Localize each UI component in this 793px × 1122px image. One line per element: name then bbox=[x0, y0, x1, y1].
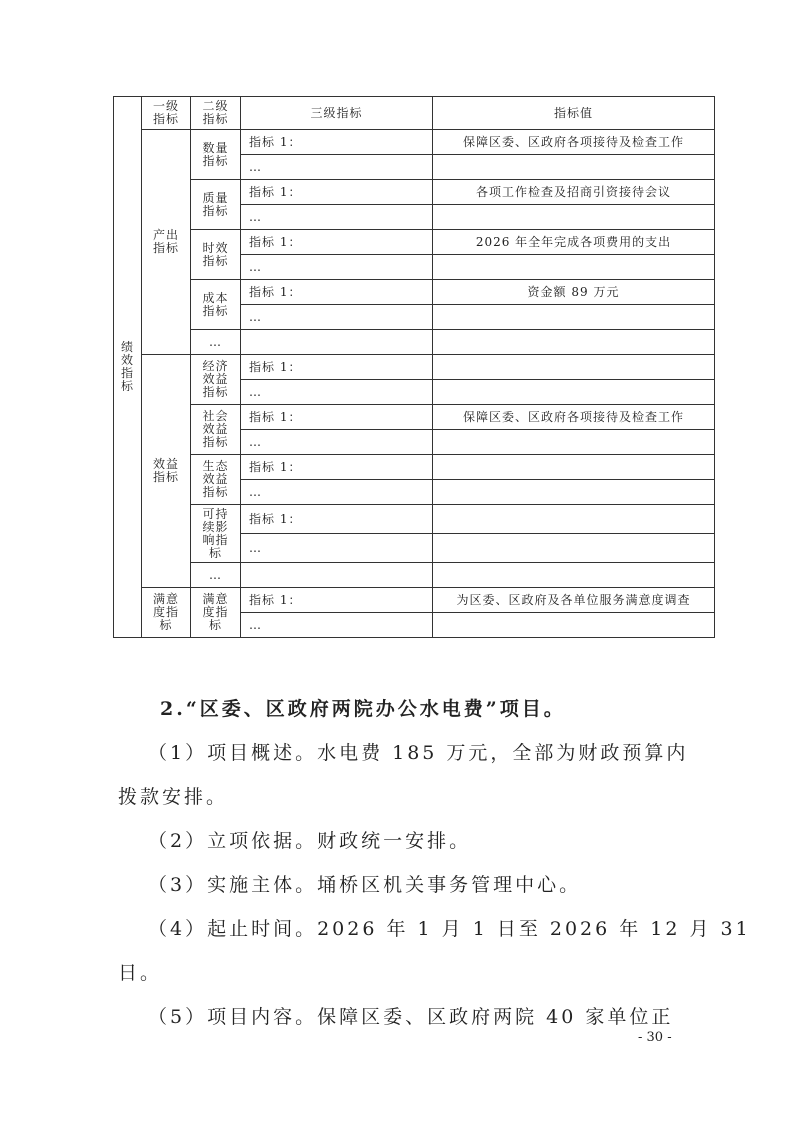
level3-indicator-cell: … bbox=[241, 480, 433, 505]
indicator-value-cell bbox=[433, 505, 715, 534]
level3-indicator-cell: 指标 1： bbox=[241, 455, 433, 480]
paragraph-1-line-1: （1）项目概述。水电费 185 万元，全部为财政预算内 bbox=[148, 742, 689, 764]
level2-indicator-cell: 质量 指标 bbox=[191, 180, 241, 230]
column-header: 一级 指标 bbox=[142, 97, 191, 130]
page-number: - 30 - bbox=[638, 1030, 672, 1045]
level1-indicator-cell: 满意 度指 标 bbox=[142, 588, 191, 638]
level3-indicator-cell: 指标 1： bbox=[241, 280, 433, 305]
level2-indicator-cell: 满意 度指 标 bbox=[191, 588, 241, 638]
indicator-value-cell: 资金额 89 万元 bbox=[433, 280, 715, 305]
indicator-value-cell bbox=[433, 305, 715, 330]
level3-indicator-cell: 指标 1： bbox=[241, 405, 433, 430]
level2-indicator-cell: 经济 效益 指标 bbox=[191, 355, 241, 405]
indicator-value-cell: 各项工作检查及招商引资接待会议 bbox=[433, 180, 715, 205]
section-heading: 2.“区委、区政府两院办公水电费”项目。 bbox=[160, 698, 566, 720]
indicator-value-cell bbox=[433, 430, 715, 455]
column-header: 二级 指标 bbox=[191, 97, 241, 130]
indicator-value-cell bbox=[433, 613, 715, 638]
indicator-value-cell bbox=[433, 455, 715, 480]
indicator-value-cell bbox=[433, 534, 715, 563]
level2-indicator-cell: 可持 续影 响指 标 bbox=[191, 505, 241, 563]
level2-indicator-cell: 社会 效益 指标 bbox=[191, 405, 241, 455]
level3-indicator-cell: … bbox=[241, 380, 433, 405]
level2-indicator-cell: 生态 效益 指标 bbox=[191, 455, 241, 505]
level2-indicator-cell: 成本 指标 bbox=[191, 280, 241, 330]
indicator-value-cell bbox=[433, 155, 715, 180]
indicator-value-cell bbox=[433, 355, 715, 380]
level3-indicator-cell: … bbox=[241, 305, 433, 330]
paragraph-1-line-2: 拨款安排。 bbox=[118, 786, 229, 808]
paragraph-4-line-2: 日。 bbox=[118, 962, 163, 984]
level3-indicator-cell: … bbox=[241, 613, 433, 638]
indicator-value-cell: 2026 年全年完成各项费用的支出 bbox=[433, 230, 715, 255]
level3-indicator-cell: … bbox=[241, 155, 433, 180]
level3-empty-cell bbox=[241, 330, 433, 355]
level3-indicator-cell: 指标 1： bbox=[241, 588, 433, 613]
level3-indicator-cell: … bbox=[241, 205, 433, 230]
level2-indicator-cell: 数量 指标 bbox=[191, 130, 241, 180]
level3-empty-cell bbox=[241, 563, 433, 588]
level1-indicator-cell: 效益 指标 bbox=[142, 355, 191, 588]
level1-indicator-cell: 产出 指标 bbox=[142, 130, 191, 355]
level3-indicator-cell: 指标 1： bbox=[241, 130, 433, 155]
indicator-value-cell: 保障区委、区政府各项接待及检查工作 bbox=[433, 130, 715, 155]
indicator-value-cell: 为区委、区政府及各单位服务满意度调查 bbox=[433, 588, 715, 613]
level3-indicator-cell: 指标 1： bbox=[241, 180, 433, 205]
column-header: 三级指标 bbox=[241, 97, 433, 130]
level3-indicator-cell: 指标 1： bbox=[241, 355, 433, 380]
indicator-value-cell bbox=[433, 205, 715, 230]
indicator-value-empty-cell bbox=[433, 563, 715, 588]
indicator-value-cell: 保障区委、区政府各项接待及检查工作 bbox=[433, 405, 715, 430]
column-header: 指标值 bbox=[433, 97, 715, 130]
paragraph-4-line-1: （4）起止时间。2026 年 1 月 1 日至 2026 年 12 月 31 bbox=[148, 918, 751, 940]
level3-indicator-cell: 指标 1： bbox=[241, 505, 433, 534]
level3-indicator-cell: 指标 1： bbox=[241, 230, 433, 255]
outer-category-cell: 绩 效 指 标 bbox=[114, 97, 142, 638]
indicator-value-cell bbox=[433, 255, 715, 280]
level2-more-cell: … bbox=[191, 330, 241, 355]
level2-more-cell: … bbox=[191, 563, 241, 588]
indicator-value-empty-cell bbox=[433, 330, 715, 355]
paragraph-3: （3）实施主体。埇桥区机关事务管理中心。 bbox=[148, 874, 582, 896]
indicator-value-cell bbox=[433, 480, 715, 505]
indicator-value-cell bbox=[433, 380, 715, 405]
level3-indicator-cell: … bbox=[241, 255, 433, 280]
level3-indicator-cell: … bbox=[241, 534, 433, 563]
paragraph-2: （2）立项依据。财政统一安排。 bbox=[148, 830, 472, 852]
paragraph-5: （5）项目内容。保障区委、区政府两院 40 家单位正 bbox=[148, 1006, 674, 1028]
level2-indicator-cell: 时效 指标 bbox=[191, 230, 241, 280]
level3-indicator-cell: … bbox=[241, 430, 433, 455]
performance-indicator-table bbox=[113, 96, 715, 638]
